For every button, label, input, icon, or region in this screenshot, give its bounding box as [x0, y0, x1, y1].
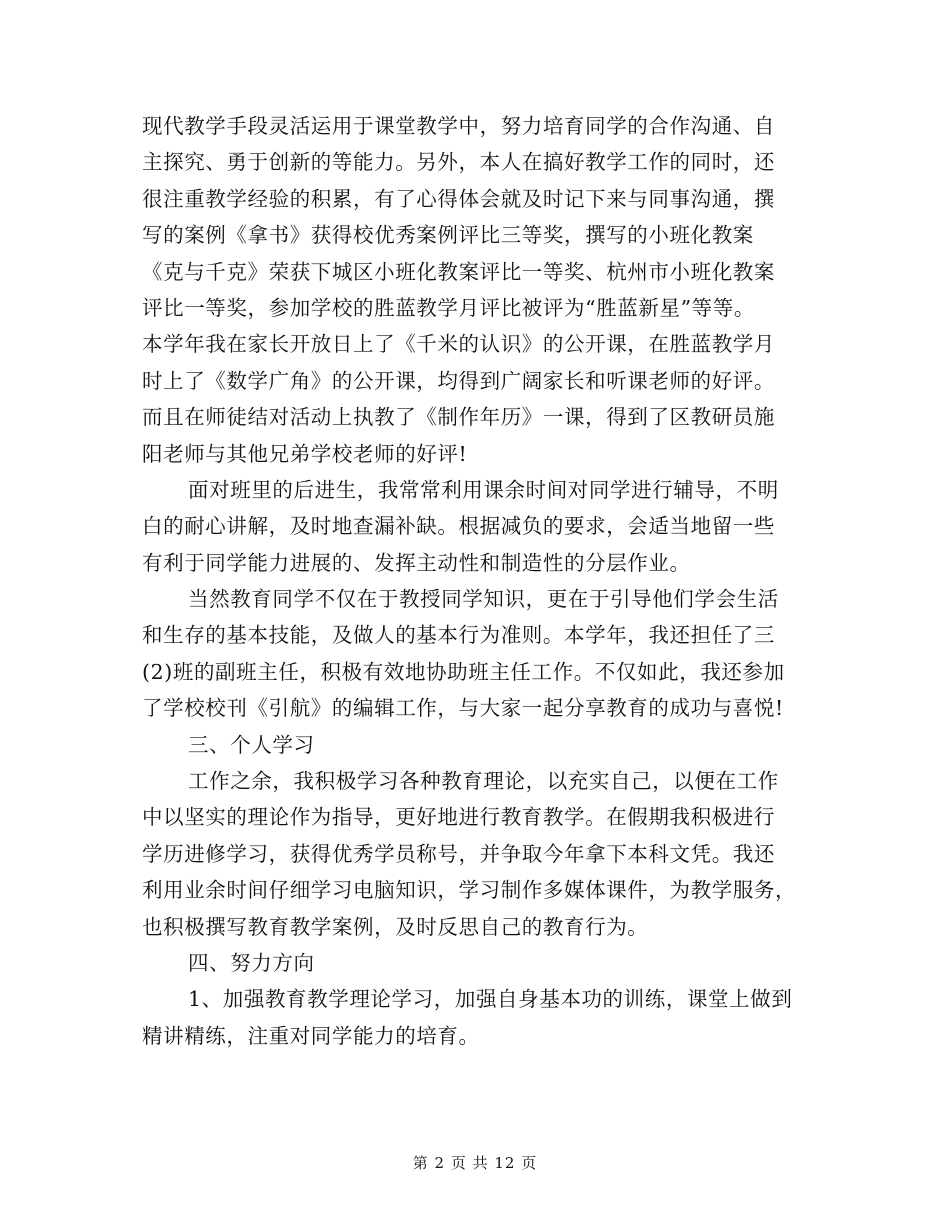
text-line: 有利于同学能力进展的、发挥主动性和制造性的分层作业。	[142, 550, 691, 575]
text-line: 而且在师徒结对活动上执教了《制作年历》一课，得到了区教研员施	[142, 405, 775, 430]
text-line: 时上了《数学广角》的公开课，均得到广阔家长和听课老师的好评。	[142, 368, 775, 393]
text-line: 评比一等奖，参加学校的胜蓝教学月评比被评为“胜蓝新星”等等。	[142, 295, 755, 320]
text-line: 中以坚实的理论作为指导，更好地进行教育教学。在假期我积极进行	[142, 805, 775, 830]
text-line: 现代教学手段灵活运用于课堂教学中，努力培育同学的合作沟通、自	[142, 114, 775, 138]
text-line: (2)班的副班主任，积极有效地协助班主任工作。不仅如此，我还参加	[142, 659, 785, 684]
text-line: 白的耐心讲解，及时地查漏补缺。根据减负的要求，会适当地留一些	[142, 514, 775, 539]
text-line: 当然教育同学不仅在于教授同学知识，更在于引导他们学会生活	[188, 587, 779, 612]
document-body	[142, 108, 812, 1054]
text-line: 也积极撰写教育教学案例，及时反思自己的教育行为。	[142, 914, 649, 939]
text-line: 四、努力方向	[188, 950, 315, 975]
text-line: 工作之余，我积极学习各种教育理论，以充实自己，以便在工作	[188, 769, 779, 794]
text-line: 本学年我在家长开放日上了《千米的认识》的公开课，在胜蓝教学月	[142, 332, 775, 357]
text-line: 1、加强教育教学理论学习，加强自身基本功的训练，课堂上做到	[188, 987, 793, 1012]
text-line: 写的案例《拿书》获得校优秀案例评比三等奖，撰写的小班化教案	[142, 223, 754, 248]
text-line: 三、个人学习	[188, 732, 315, 757]
text-line: 学历进修学习，获得优秀学员称号，并争取今年拿下本科文凭。我还	[142, 841, 775, 866]
text-line: 很注重教学经验的积累，有了心得体会就及时记下来与同事沟通，撰	[142, 186, 775, 211]
text-line: 《克与千克》荣获下城区小班化教案评比一等奖、杭州市小班化教案	[142, 259, 775, 284]
text-line: 精讲精练，注重对同学能力的培育。	[142, 1023, 480, 1048]
text-line: 了学校校刊《引航》的编辑工作，与大家一起分享教育的成功与喜悦!	[142, 696, 784, 721]
text-line: 面对班里的后进生，我常常利用课余时间对同学进行辅导，不明	[188, 477, 779, 502]
page-number: 第 2 页 共 12 页	[412, 1154, 538, 1172]
text-line: 利用业余时间仔细学习电脑知识，学习制作多媒体课件，为教学服务，	[142, 878, 797, 903]
text-line: 主探究、勇于创新的等能力。另外，本人在搞好教学工作的同时，还	[142, 150, 775, 175]
text-line: 阳老师与其他兄弟学校老师的好评!	[142, 441, 468, 466]
text-line: 和生存的基本技能，及做人的基本行为准则。本学年，我还担任了三	[142, 623, 775, 648]
